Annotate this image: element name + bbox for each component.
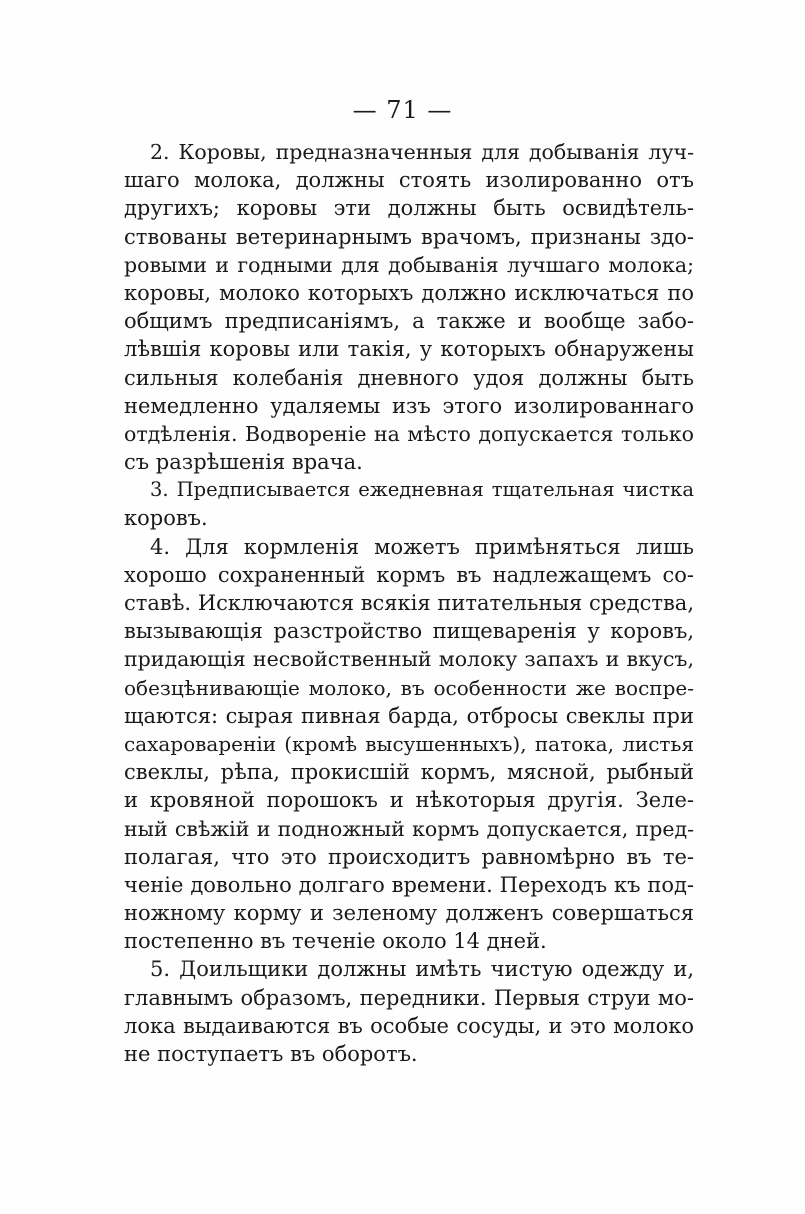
text-line: сахаровареніи (кромѣ высушенныхъ), патока, листья bbox=[124, 731, 694, 756]
text-line: постепенно въ теченіе около 14 дней. bbox=[124, 929, 547, 954]
body-text bbox=[124, 138, 694, 1068]
text-line: лока выдаиваются въ особые сосуды, и это молоко bbox=[124, 1013, 694, 1038]
text-line: ножному корму и зеленому долженъ совершаться bbox=[124, 901, 694, 926]
text-line: другихъ; коровы эти должны быть освидѣтель- bbox=[124, 196, 694, 221]
text-line: 3. Предписывается ежедневная тщательная чистка bbox=[150, 478, 694, 502]
text-line: ствованы ветеринарнымъ врачомъ, признаны здо- bbox=[124, 224, 694, 249]
text-line: 5. Доильщики должны имѣть чистую одежду и, bbox=[150, 957, 694, 982]
page-number: — 71 — bbox=[352, 96, 453, 124]
text-line: съ разрѣшенія врача. bbox=[124, 450, 363, 475]
text-line: и кровяной порошокъ и нѣкоторыя другія. Зеле- bbox=[124, 788, 694, 813]
text-line: шаго молока, должны стоять изолированно отъ bbox=[124, 168, 694, 193]
text-line: не поступаетъ въ оборотъ. bbox=[124, 1042, 418, 1066]
text-line: главнымъ образомъ, передники. Первыя струи мо- bbox=[124, 985, 694, 1010]
text-line: полагая, что это происходитъ равномѣрно въ те- bbox=[124, 844, 694, 869]
text-line: 4. Для кормленія можетъ примѣняться лишь bbox=[150, 534, 694, 559]
text-line: сильныя колебанія дневного удоя должны быть bbox=[124, 365, 694, 390]
text-line: немедленно удаляемы изъ этого изолированнаго bbox=[124, 393, 694, 418]
text-line: ставѣ. Исключаются всякія питательныя средства, bbox=[124, 591, 694, 615]
text-line: обезцѣнивающіе молоко, въ особенности же воспре- bbox=[124, 675, 694, 700]
text-line: ный свѣжій и подножный кормъ допускается, пред- bbox=[124, 816, 694, 841]
text-line: вызывающія разстройство пищеваренія у коровъ, bbox=[124, 619, 694, 644]
text-line: лѣвшія коровы или такія, у которыхъ обнаружены bbox=[124, 337, 694, 362]
text-line: хорошо сохраненный кормъ въ надлежащемъ со- bbox=[124, 562, 694, 587]
text-line: щаются: сырая пивная барда, отбросы свеклы при bbox=[124, 703, 694, 728]
text-line: ровыми и годными для добыванія лучшаго молока; bbox=[124, 252, 694, 277]
text-line: придающія несвойственный молоку запахъ и вкусъ, bbox=[124, 647, 694, 672]
text-line: 2. Коровы, предназначенныя для добыванія луч- bbox=[150, 140, 694, 164]
text-line: свеклы, рѣпа, прокисшій кормъ, мясной, рыбный bbox=[124, 760, 694, 785]
text-line: ченіе довольно долгаго времени. Переходъ къ под- bbox=[124, 872, 694, 897]
text-line: коровъ. bbox=[124, 506, 208, 531]
text-line: общимъ предписаніямъ, а также и вообще забо- bbox=[124, 309, 694, 334]
text-line: отдѣленія. Водвореніе на мѣсто допускается только bbox=[124, 421, 694, 446]
text-line: коровы, молоко которыхъ должно исключаться по bbox=[124, 280, 694, 305]
